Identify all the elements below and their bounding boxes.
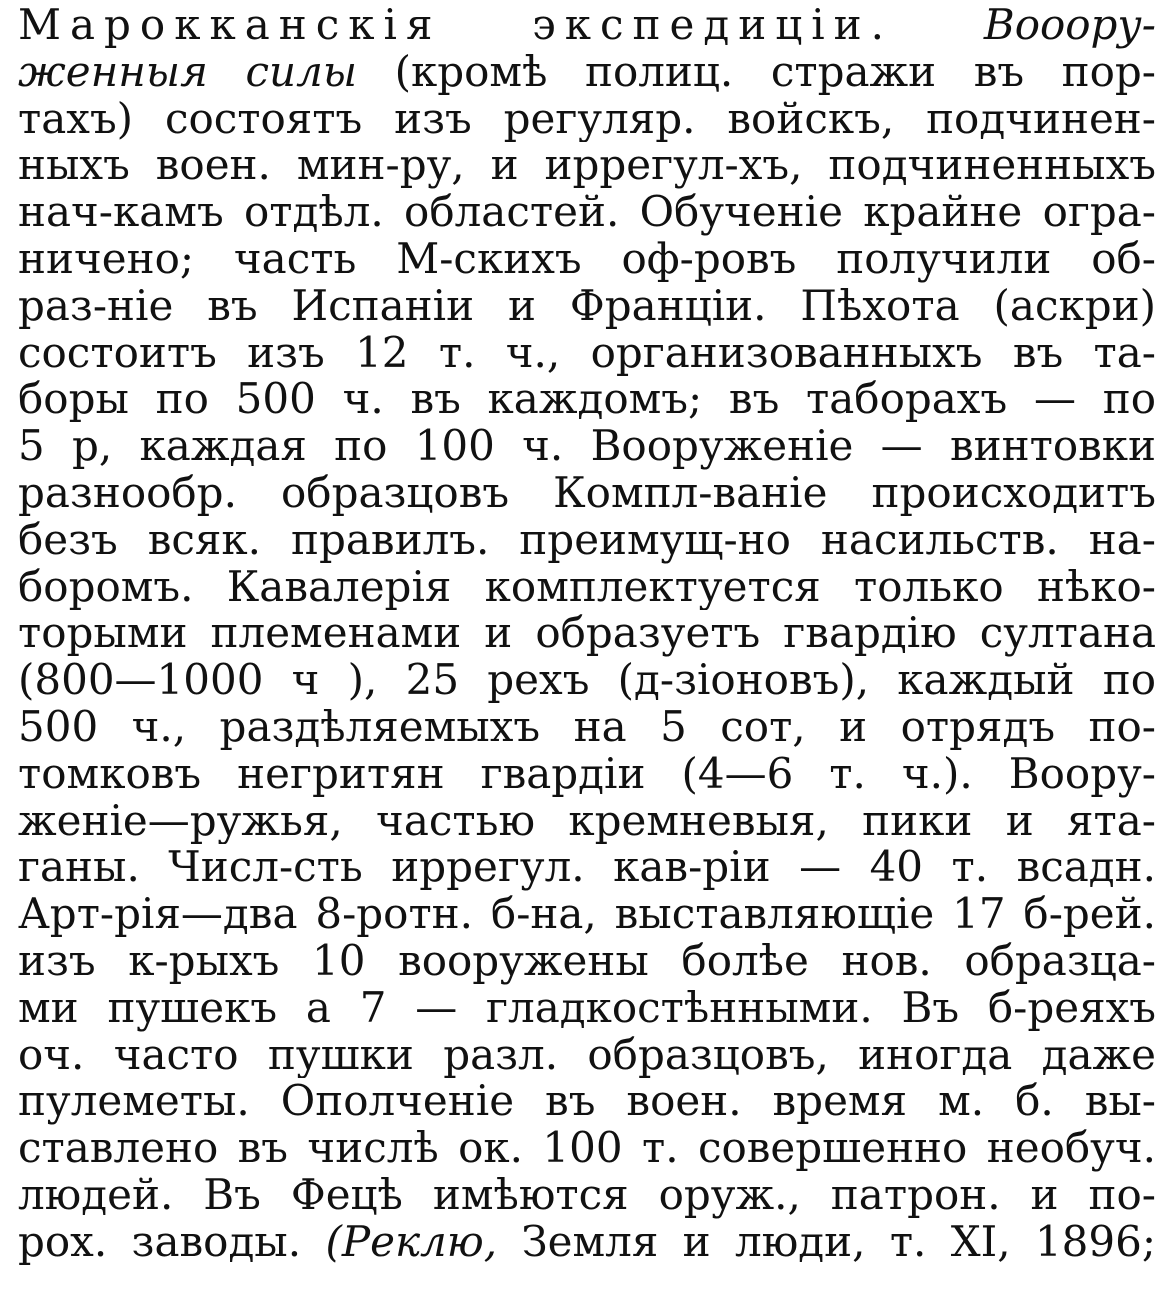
text-line	[18, 798, 1156, 845]
text-segment: 5 р, каждая по 100 ч. Вооруженіе — винтовки	[18, 423, 1156, 470]
text-line	[18, 2, 1156, 49]
text-line	[18, 1125, 1156, 1172]
text-line	[18, 564, 1156, 611]
text-segment: тахъ) состоятъ изъ регуляр. войскъ, подчинен-	[18, 95, 1156, 143]
text-line	[18, 657, 1156, 704]
text-line	[18, 330, 1156, 377]
italic-text: (Реклю,	[325, 1218, 498, 1266]
italic-text: Вооору-	[983, 2, 1156, 49]
text-segment: Земля и люди, т. XI, 1896;	[497, 1218, 1156, 1266]
text-segment: боромъ. Кавалерія комплектуется только нѣко-	[18, 563, 1156, 611]
text-segment: раз-ніе въ Испаніи и Франціи. Пѣхота (аскри)	[18, 282, 1156, 330]
text-segment: оч. часто пушки разл. образцовъ, иногда даже	[18, 1031, 1156, 1079]
text-line	[18, 236, 1156, 283]
text-segment: 500 ч., раздѣляемыхъ на 5 сот, и отрядъ по-	[18, 703, 1156, 751]
text-line	[18, 96, 1156, 143]
text-line	[18, 376, 1156, 423]
text-segment: ставлено въ числѣ ок. 100 т. совершенно необуч.	[18, 1125, 1156, 1172]
text-segment: нач-камъ отдѣл. областей. Обученіе крайне огра-	[18, 189, 1156, 236]
text-line	[18, 1172, 1156, 1219]
text-line	[18, 751, 1156, 798]
text-line	[18, 1078, 1156, 1125]
text-segment: Марокканскія экспедиціи.	[18, 2, 984, 49]
text-segment: женіе—ружья, частью кремневыя, пики и ята-	[18, 797, 1156, 845]
text-line	[18, 49, 1156, 96]
text-line	[18, 1219, 1156, 1266]
text-line	[18, 1032, 1156, 1079]
text-segment: ми пушекъ а 7 — гладкостѣнными. Въ б-реяхъ	[18, 984, 1156, 1032]
text-segment: торыми племенами и образуетъ гвардію султана	[18, 610, 1156, 658]
text-segment: пулеметы. Ополченіе въ воен. время м. б. вы-	[18, 1078, 1156, 1126]
text-line	[18, 985, 1156, 1032]
text-line	[18, 517, 1156, 564]
text-segment: ныхъ воен. мин-ру, и иррегул-хъ, подчиненныхъ	[18, 142, 1156, 190]
text-line	[18, 610, 1156, 657]
text-segment: (кромѣ полиц. стражи въ пор-	[357, 48, 1156, 96]
text-segment: состоитъ изъ 12 т. ч., организованныхъ въ та-	[18, 329, 1156, 377]
text-line	[18, 704, 1156, 751]
text-line	[18, 938, 1156, 985]
text-line	[18, 891, 1156, 938]
text-segment: разнообр. образцовъ Компл-ваніе происходитъ	[18, 469, 1156, 517]
text-segment: ганы. Числ-сть иррегул. кав-ріи — 40 т. всадн.	[18, 844, 1156, 892]
text-segment: томковъ негритян гвардіи (4—6 т. ч.). Воору-	[18, 750, 1156, 798]
text-segment: людей. Въ Фецѣ имѣются оруж., патрон. и по-	[18, 1171, 1156, 1219]
text-line	[18, 423, 1156, 470]
italic-text: женныя силы	[18, 48, 358, 96]
text-line	[18, 189, 1156, 236]
text-line	[18, 142, 1156, 189]
text-line	[18, 470, 1156, 517]
text-segment: боры по 500 ч. въ каждомъ; въ таборахъ — по	[18, 376, 1156, 424]
text-segment: безъ всяк. правилъ. преимущ-но насильств. на-	[18, 516, 1156, 564]
text-segment: ничено; часть М-скихъ оф-ровъ получили об-	[18, 235, 1156, 283]
text-segment: (800—1000 ч ), 25 рехъ (д-зіоновъ), каждый по	[18, 657, 1156, 704]
text-line	[18, 283, 1156, 330]
article-text	[18, 2, 1156, 1266]
text-line	[18, 844, 1156, 891]
text-segment: рох. заводы.	[18, 1218, 326, 1266]
text-segment: изъ к-рыхъ 10 вооружены болѣе нов. образца-	[18, 937, 1156, 985]
text-segment: Арт-рія—два 8-ротн. б-на, выставляющіе 17 б-рей.	[18, 891, 1156, 938]
